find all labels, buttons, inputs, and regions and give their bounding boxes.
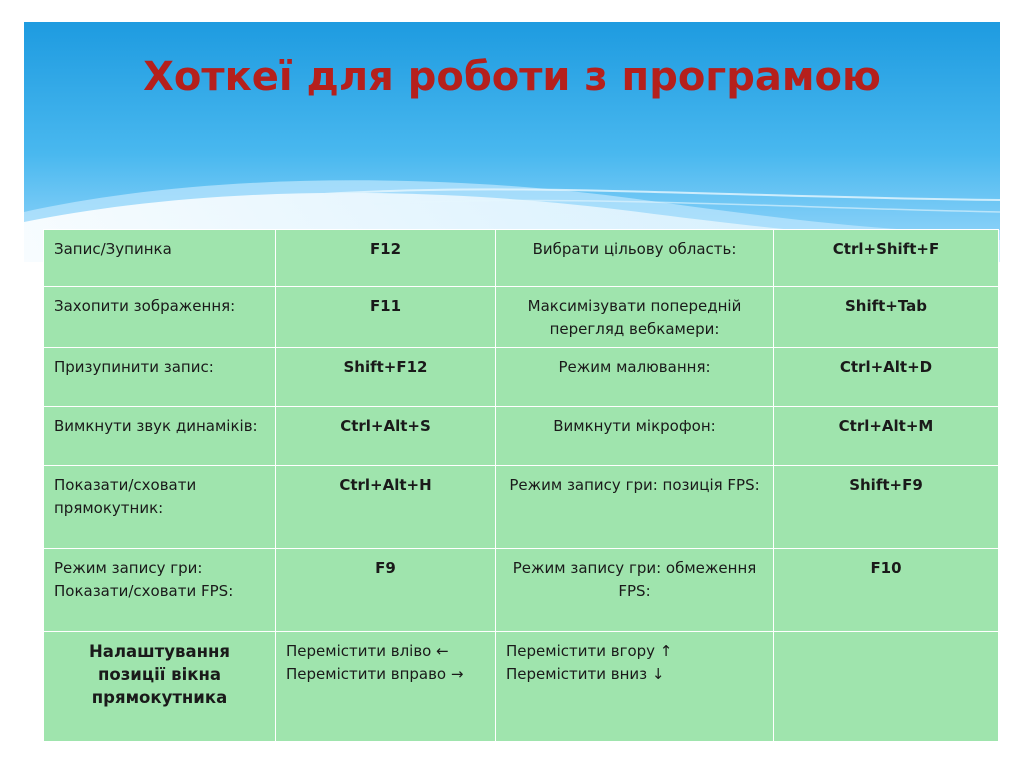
slide-title: Хоткеї для роботи з програмою: [143, 54, 881, 100]
table-row-window-position: [44, 632, 999, 742]
hotkeys-table: [43, 229, 999, 742]
action-label: Вимкнути мікрофон:: [496, 407, 774, 466]
hotkey: F11: [276, 287, 496, 348]
action-label: Вибрати цільову область:: [496, 230, 774, 287]
table-row: [44, 466, 999, 549]
action-label: Максимізувати попередній перегляд вебкамери:: [496, 287, 774, 348]
action-label: Вимкнути звук динаміків:: [44, 407, 276, 466]
hotkey: F10: [774, 549, 999, 632]
hotkey: Shift+Tab: [774, 287, 999, 348]
move-up-label: Перемістити вгору ↑: [506, 642, 673, 660]
action-label: Режим запису гри: Показати/сховати FPS:: [44, 549, 276, 632]
move-down-label: Перемістити вниз ↓: [506, 665, 665, 683]
table-row: [44, 348, 999, 407]
move-right-label: Перемістити вправо →: [286, 665, 464, 683]
action-label: Захопити зображення:: [44, 287, 276, 348]
hotkey: Ctrl+Shift+F: [774, 230, 999, 287]
action-label: Запис/Зупинка: [44, 230, 276, 287]
hotkey: Ctrl+Alt+H: [276, 466, 496, 549]
table-row: [44, 549, 999, 632]
hotkey: Shift+F9: [774, 466, 999, 549]
action-label: Режим малювання:: [496, 348, 774, 407]
hotkey: Ctrl+Alt+M: [774, 407, 999, 466]
table-row: [44, 287, 999, 348]
move-left-label: Перемістити вліво ←: [286, 642, 449, 660]
hotkey: F9: [276, 549, 496, 632]
action-label: Режим запису гри: обмеження FPS:: [496, 549, 774, 632]
move-horizontal-cell: [276, 632, 496, 742]
action-label: Призупинити запис:: [44, 348, 276, 407]
table-row: [44, 407, 999, 466]
hotkey: Ctrl+Alt+D: [774, 348, 999, 407]
action-label: Режим запису гри: позиція FPS:: [496, 466, 774, 549]
move-vertical-cell: [496, 632, 774, 742]
table-row: [44, 230, 999, 287]
empty-cell: [774, 632, 999, 742]
action-label: Показати/сховати прямокутник:: [44, 466, 276, 549]
hotkey: F12: [276, 230, 496, 287]
window-position-label: Налаштування позиції вікна прямокутника: [44, 632, 276, 742]
hotkey: Ctrl+Alt+S: [276, 407, 496, 466]
hotkey: Shift+F12: [276, 348, 496, 407]
